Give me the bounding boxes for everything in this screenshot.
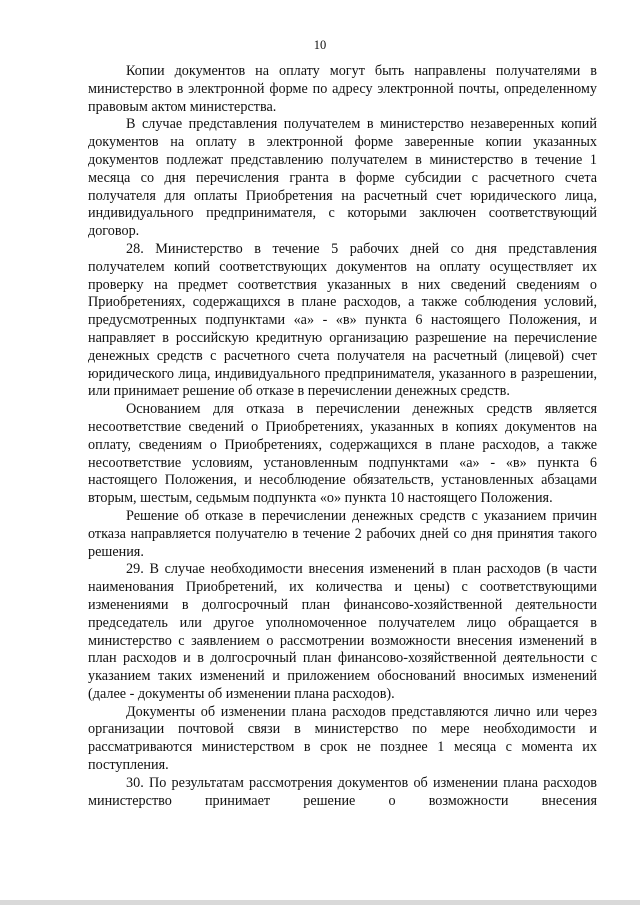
document-body [88,63,597,810]
paragraph-refusal-grounds: Основанием для отказа в перечислении денежных средств является несоответствие сведений о Приобретениях, указанных в копиях документов на оплату, сведениям о Приобретениях, содержащихся в плане расходов, а также несоответствие условиям, установленным подпунктами «а» - «в» пункта 6 настоящего Положения, и несоблюдение обязательств, установленных абзацами вторым, шестым, седьмым подпункта «о» пункта 10 настоящего Положения. [88,401,597,507]
paragraph-item-28: 28. Министерство в течение 5 рабочих дней со дня представления получателем копий соответствующих документов на оплату осуществляет их проверку на предмет соответствия указанных в них сведений сведениям о Приобретениях, содержащихся в плане расходов, а также соблюдения условий, предусмотренных подпунктами «а» - «в» пункта 6 настоящего Положения, и направляет в российскую кредитную организацию разрешение на перечисление денежных средств с расчетного счета получателя на расчетный (лицевой) счет юридического лица, индивидуального предпринимателя, указанного в разрешении, или принимает решение об отказе в перечислении денежных средств. [88,240,597,400]
page-bottom-edge [0,900,640,905]
paragraph-change-documents: Документы об изменении плана расходов представляются лично или через организации почтовой связи в министерство по мере необходимости и рассматриваются министерством в срок не позднее 1 месяца с момента их поступления. [88,703,597,774]
page-number: 10 [313,38,327,52]
paragraph-refusal-decision: Решение об отказе в перечислении денежных средств с указанием причин отказа направляется получателю в течение 2 рабочих дней со дня принятия такого решения. [88,507,597,560]
paragraph-documents-electronic: Копии документов на оплату могут быть направлены получателями в министерство в электронной форме по адресу электронной почты, определенному правовым актом министерства. [88,63,597,115]
paragraph-item-29: 29. В случае необходимости внесения изменений в план расходов (в части наименования Приобретений, их количества и цены) с соответствующими изменениями в долгосрочный план финансово-хозяйственной деятельности председатель или другое уполномоченное получателем лицо обращается в министерство с заявлением о рассмотрении возможности внесения изменений в план расходов и в долгосрочный план финансово-хозяйственной деятельности с указанием таких изменений и приложением обоснований вносимых изменений (далее - документы об изменении плана расходов). [88,561,597,702]
paragraph-unverified-copies: В случае представления получателем в министерство незаверенных копий документов на оплату в электронной форме заверенные копии указанных документов подлежат представлению получателем в министерство в течение 1 месяца со дня перечисления гранта в форме субсидии с расчетного счета получателя для оплаты Приобретения на расчетный счет юридического лица, индивидуального предпринимателя, с которыми заключен соответствующий договор. [88,116,597,240]
paragraph-item-30: 30. По результатам рассмотрения документов об изменении плана расходов министерство принимает решение о возможности внесения [88,774,597,809]
